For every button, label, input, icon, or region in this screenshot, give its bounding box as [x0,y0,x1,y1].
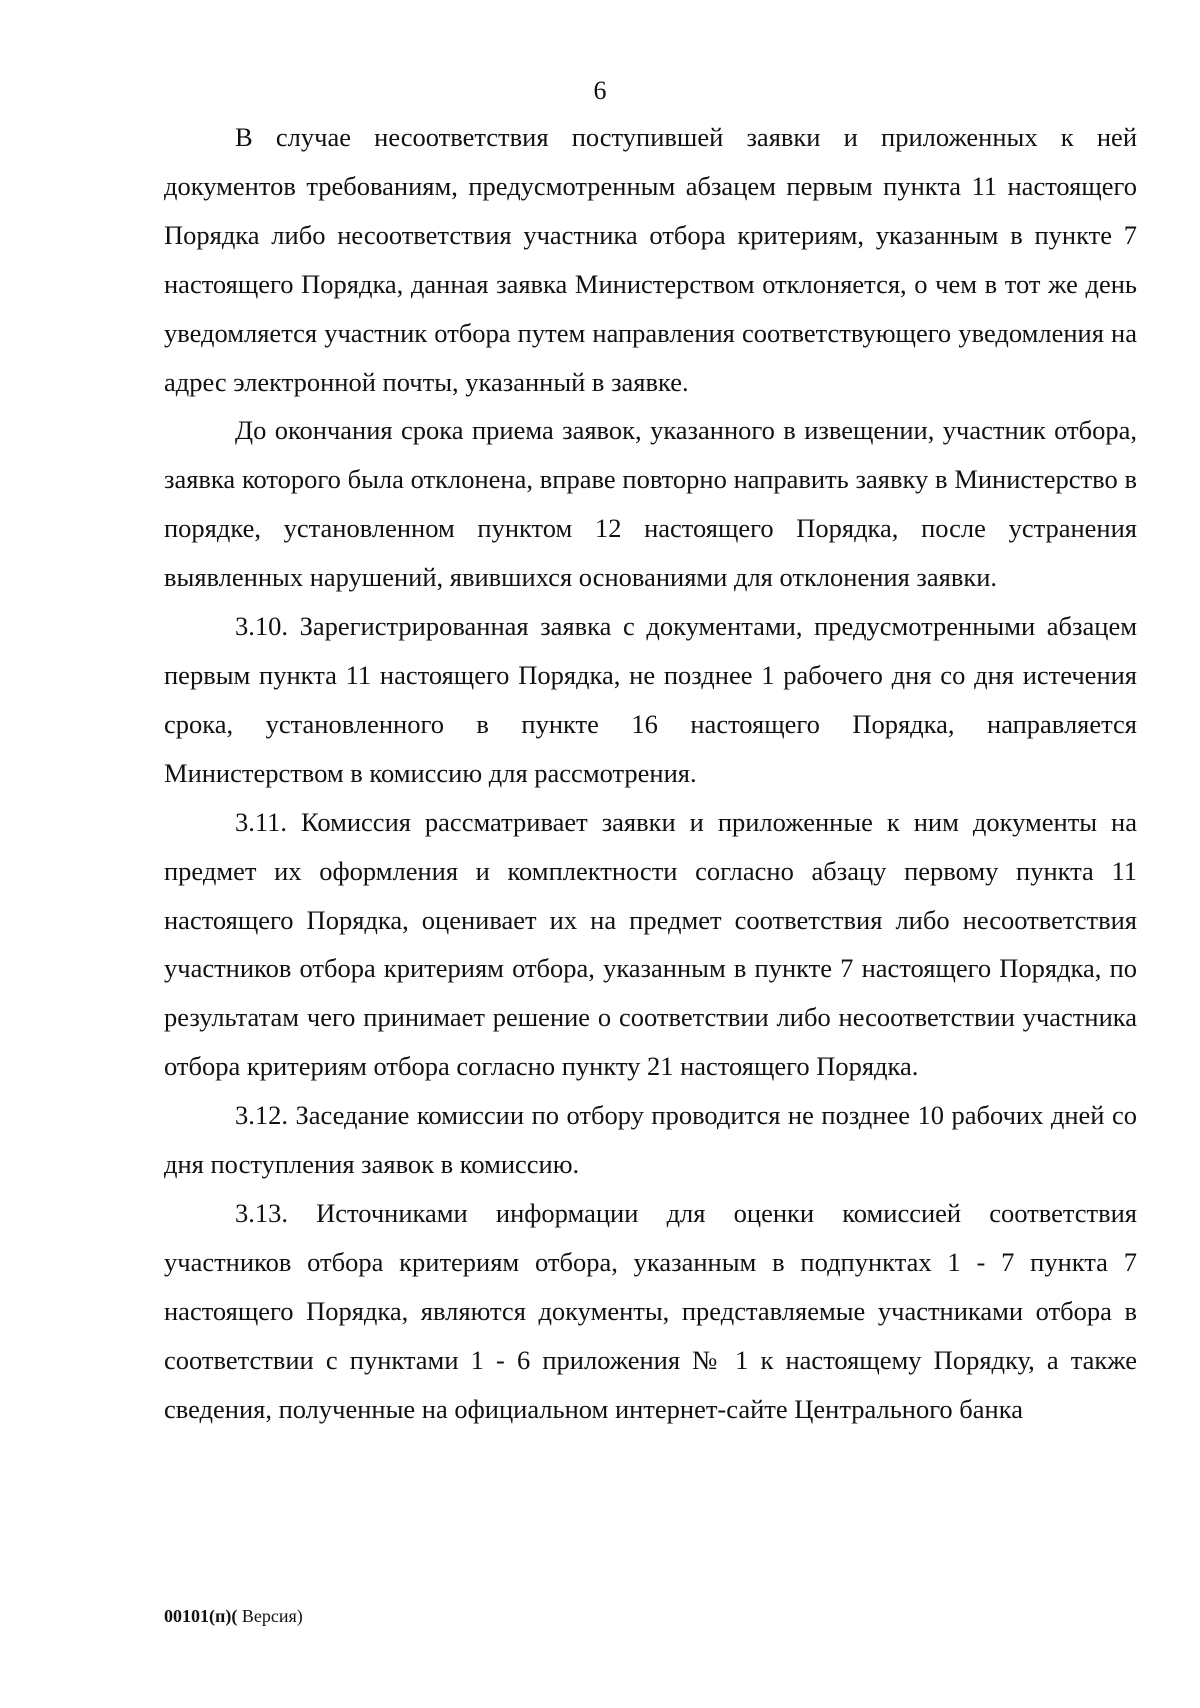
document-body [164,113,1137,1433]
page-number: 6 [593,76,607,105]
paragraph-3-10: 3.10. Зарегистрированная заявка с документами, предусмотренными абзацем первым пункта 11 настоящего Порядка, не позднее 1 рабочего дня со дня истечения срока, установленного в пункте 16 настоящего Порядка, направляется Министерством в комиссию для рассмотрения. [164,611,1137,788]
footer-version: Версия) [237,1606,303,1626]
paragraph-3-11: 3.11. Комиссия рассматривает заявки и приложенные к ним документы на предмет их оформления и комплектности согласно абзацу первому пункта 11 настоящего Порядка, оценивает их на предмет соответствия либо несоответствия участников отбора критериям отбора, указанным в пункте 7 настоящего Порядка, по результатам чего принимает решение о соответствии либо несоответствии участника отбора критериям отбора согласно пункту 21 настоящего Порядка. [164,806,1137,1082]
paragraph-rejection-notice: В случае несоответствия поступившей заявки и приложенных к ней документов требованиям, предусмотренным абзацем первым пункта 11 настоящего Порядка либо несоответствия участника отбора критериям, указанным в пункте 7 настоящего Порядка, данная заявка Министерством отклоняется, о чем в тот же день уведомляется участник отбора путем направления соответствующего уведомления на адрес электронной почты, указанный в заявке. [164,122,1137,397]
document-footer-code [164,1604,303,1628]
paragraph-3-13: 3.13. Источниками информации для оценки комиссией соответствия участников отбора критериям отбора, указанным в подпунктах 1 - 7 пункта 7 настоящего Порядка, являются документы, представляемые участниками отбора в соответствии с пунктами 1 - 6 приложения № 1 к настоящему Порядку, а также сведения, полученные на официальном интернет-сайте Центрального банка [164,1197,1137,1424]
footer-code: 00101(п)( [164,1606,238,1626]
paragraph-3-12: 3.12. Заседание комиссии по отбору проводится не позднее 10 рабочих дней со дня поступления заявок в комиссию. [164,1100,1137,1180]
paragraph-resubmission: До окончания срока приема заявок, указанного в извещении, участник отбора, заявка которого была отклонена, вправе повторно направить заявку в Министерство в порядке, установленном пунктом 12 настоящего Порядка, после устранения выявленных нарушений, явившихся основаниями для отклонения заявки. [164,415,1137,593]
